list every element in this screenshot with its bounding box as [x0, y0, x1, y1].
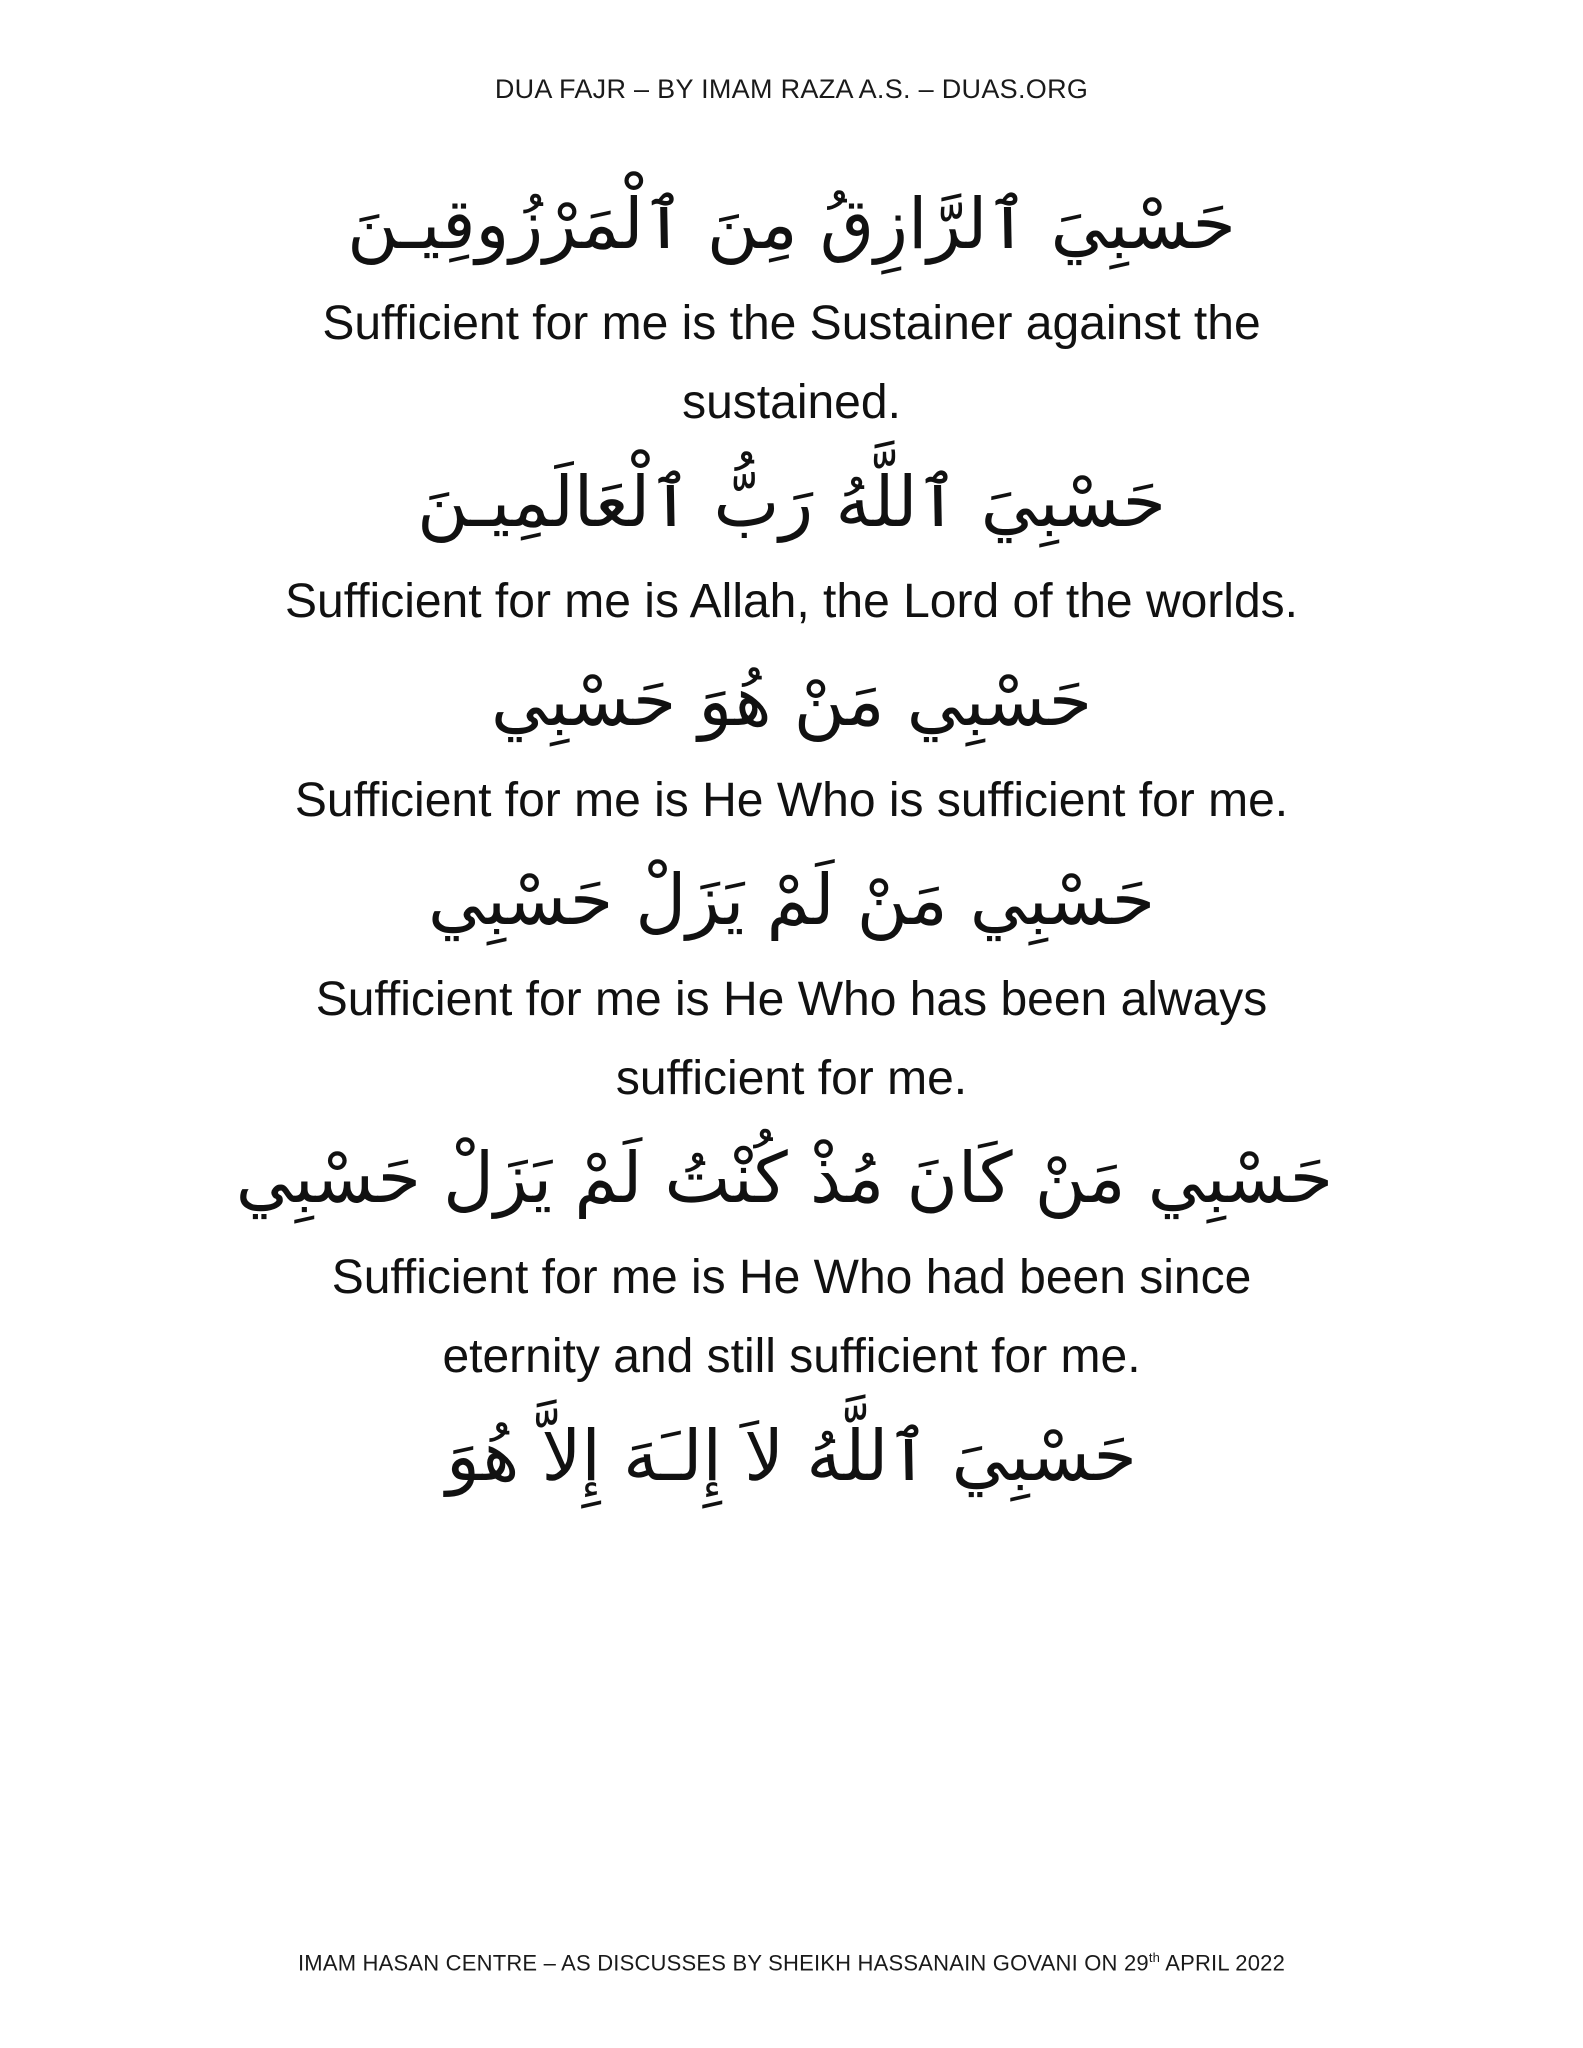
page-header: DUA FAJR – BY IMAM RAZA A.S. – DUAS.ORG	[494, 74, 1089, 104]
translation-2: Sufficient for me is Allah, the Lord of the worlds.	[285, 575, 1298, 628]
footer-text-before: IMAM HASAN CENTRE – AS DISCUSSES BY SHEIKH HASSANAIN GOVANI ON 29	[297, 1950, 1149, 1976]
arabic-verse-6: حَسْبِيَ ٱللَّهُ لاَ إِلـَهَ إِلاَّ هُوَ	[446, 1415, 1137, 1497]
arabic-verse-2: حَسْبِيَ ٱللَّهُ رَبُّ ٱلْعَالَمِيـنَ	[417, 461, 1166, 543]
translation-3: Sufficient for me is He Who is sufficient for me.	[294, 774, 1289, 827]
footer-date-superscript: th	[1148, 1950, 1161, 1965]
page-footer	[0, 1950, 1583, 1976]
arabic-verse-3: حَسْبِي مَنْ هُوَ حَسْبِي	[491, 660, 1092, 742]
footer-text-after: APRIL 2022	[1160, 1950, 1286, 1976]
arabic-verse-5: حَسْبِي مَنْ كَانَ مُذْ كُنْتُ لَمْ يَزَلْ حَسْبِي	[235, 1137, 1333, 1219]
translation-5: Sufficient for me is He Who had been since eternity and still sufficient for me.	[331, 1251, 1252, 1383]
arabic-verse-4: حَسْبِي مَنْ لَمْ يَزَلْ حَسْبِي	[427, 859, 1156, 941]
translation-1: Sufficient for me is the Sustainer against the sustained.	[322, 297, 1261, 429]
dua-body	[235, 168, 1333, 1512]
arabic-verse-1: حَسْبِيَ ٱلرَّازِقُ مِنَ ٱلْمَرْزُوقِيـنَ	[347, 183, 1236, 265]
translation-4: Sufficient for me is He Who has been always sufficient for me.	[315, 973, 1268, 1105]
